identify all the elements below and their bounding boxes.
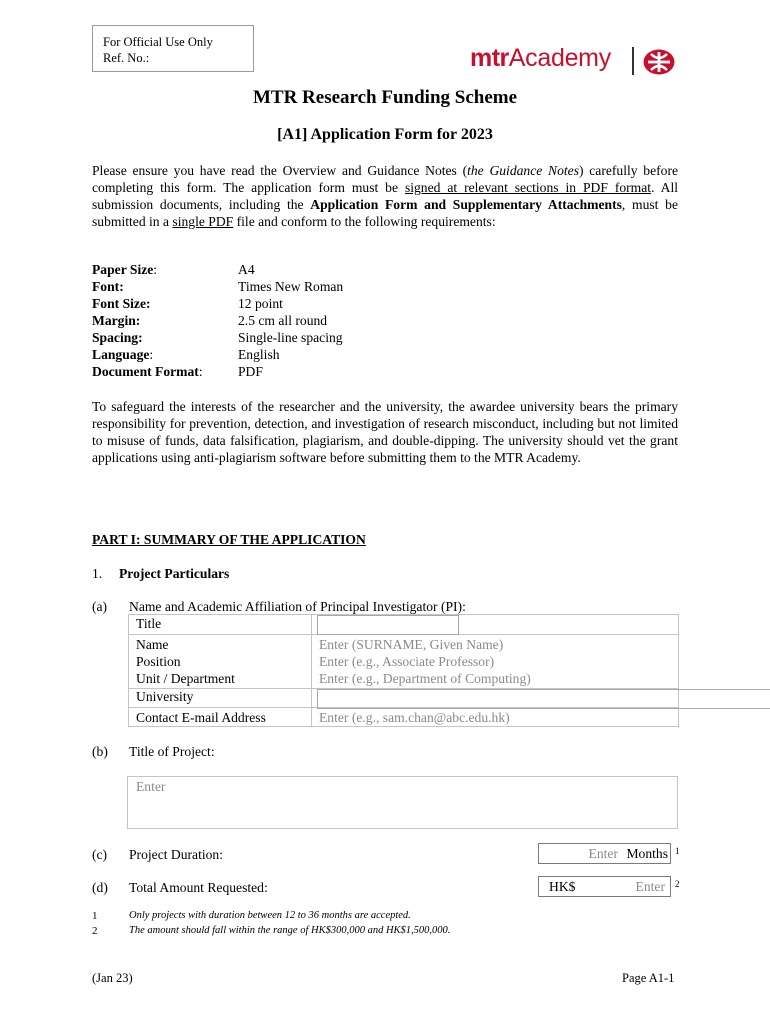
req-label-margin: Margin: — [92, 313, 141, 328]
pi-name-input[interactable]: Enter (SURNAME, Given Name) — [319, 637, 504, 652]
req-label-language: Language: — [92, 347, 154, 362]
mtr-academy-logo — [470, 44, 611, 78]
section-1-title: Project Particulars — [119, 566, 230, 581]
req-label-font: Font: — [92, 279, 124, 294]
req-label-paper-size: Paper Size: — [92, 262, 158, 277]
ref-no-label: Ref. No.: — [103, 51, 150, 65]
pi-email-label: Contact E-mail Address — [136, 710, 266, 725]
footnote-2-number: 2 — [92, 925, 98, 937]
project-title-placeholder: Enter — [136, 779, 166, 794]
item-d-label: (d) — [92, 880, 108, 895]
req-value-language: English — [238, 347, 280, 362]
page-title: MTR Research Funding Scheme — [252, 87, 518, 108]
req-value-font-size: 12 point — [238, 296, 283, 311]
req-value-document-format: PDF — [238, 364, 263, 379]
req-label-document-format: Document Format: — [92, 364, 203, 379]
pi-title-label: Title — [136, 616, 162, 631]
logo-divider — [632, 47, 634, 75]
duration-input[interactable] — [538, 843, 671, 864]
amount-input[interactable] — [538, 876, 671, 897]
pi-position-input[interactable]: Enter (e.g., Associate Professor) — [319, 654, 495, 669]
intro-paragraph: Please ensure you have read the Overview and Guidance Notes (the Guidance Notes) carefully before completing this form. The application form must be signed at relevant sections in PDF format. All submission documents, including the Application Form and Supplementary Attachments, must be submitted in a single PDF file and conform to the following requirements: — [92, 163, 679, 229]
pi-email-input[interactable]: Enter (e.g., sam.chan@abc.edu.hk) — [319, 710, 510, 725]
pi-university-label: University — [136, 689, 194, 704]
logo-academy-text: Academy — [508, 44, 611, 72]
footnote-1-number: 1 — [92, 910, 98, 922]
project-title-textarea[interactable] — [127, 776, 678, 829]
req-value-font: Times New Roman — [238, 279, 344, 294]
pi-position-label: Position — [136, 654, 181, 669]
footnote-2-text: The amount should fall within the range of HK$300,000 and HK$1,500,000. — [129, 925, 451, 936]
footnote-ref-2: 2 — [675, 879, 680, 889]
item-a-text: Name and Academic Affiliation of Principal Investigator (PI): — [129, 599, 466, 614]
pi-name-label: Name — [136, 637, 169, 652]
pi-title-dropdown[interactable] — [317, 615, 459, 635]
footer-page-number: Page A1-1 — [622, 971, 675, 985]
req-label-font-size: Font Size: — [92, 296, 151, 311]
part-1-title: PART I: SUMMARY OF THE APPLICATION — [92, 532, 366, 547]
footnote-ref-1: 1 — [675, 846, 680, 856]
form-subtitle: [A1] Application Form for 2023 — [277, 126, 493, 143]
footnote-1-text: Only projects with duration between 12 to 36 months are accepted. — [129, 910, 411, 921]
amount-prefix: HK$ — [549, 879, 576, 894]
item-d-text: Total Amount Requested: — [129, 880, 268, 895]
req-value-paper-size: A4 — [238, 262, 255, 277]
item-b-label: (b) — [92, 744, 108, 759]
req-value-margin: 2.5 cm all round — [238, 313, 328, 328]
req-label-spacing: Spacing: — [92, 330, 143, 345]
pi-unit-label: Unit / Department — [136, 671, 235, 686]
section-1-number: 1. — [92, 566, 103, 581]
pi-unit-input[interactable]: Enter (e.g., Department of Computing) — [319, 671, 531, 686]
pi-table-column-divider — [311, 614, 312, 727]
logo-mtr-text: mtr — [470, 44, 509, 72]
amount-placeholder: Enter — [635, 879, 665, 894]
mtr-emblem-icon — [643, 49, 675, 75]
item-c-label: (c) — [92, 847, 108, 862]
safeguard-paragraph: To safeguard the interests of the researcher and the university, the awardee university bears the primary responsibility for prevention, detection, and investigation of research misconduct, including but not limited to misuse of funds, data falsification, plagiarism, and double-dipping. The university should vet the grant applications using anti-plagiarism software before submitting them to the MTR Academy. — [92, 399, 678, 465]
footer-date: (Jan 23) — [92, 971, 133, 985]
pi-university-dropdown[interactable] — [317, 689, 770, 709]
req-value-spacing: Single-line spacing — [238, 330, 343, 345]
duration-unit: Months — [626, 846, 668, 861]
official-use-label: For Official Use Only — [103, 35, 213, 49]
item-a-label: (a) — [92, 599, 108, 614]
official-use-box — [92, 25, 254, 72]
item-b-text: Title of Project: — [129, 744, 215, 759]
item-c-text: Project Duration: — [129, 847, 224, 862]
duration-placeholder: Enter — [588, 846, 618, 861]
